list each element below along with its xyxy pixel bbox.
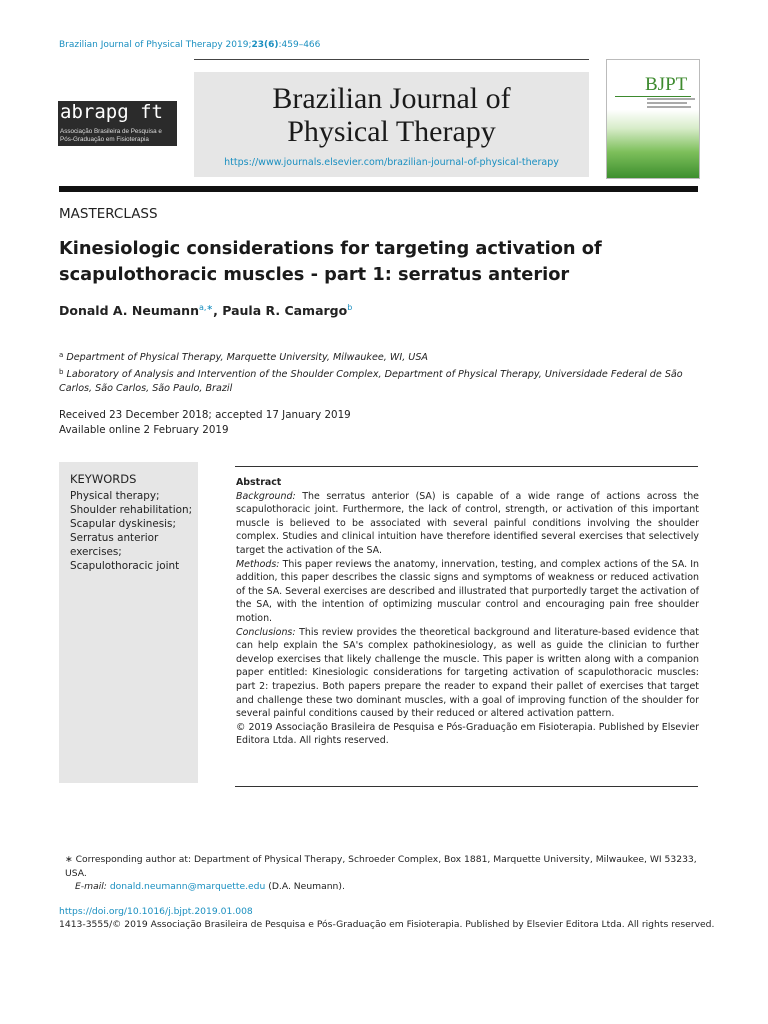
keywords-title: KEYWORDS xyxy=(70,472,137,486)
author-affiliation-mark[interactable]: b xyxy=(347,303,353,312)
journal-citation xyxy=(59,40,320,50)
background-label: Background: xyxy=(236,490,296,502)
article-title: Kinesiologic considerations for targeting activation of scapulothoracic muscles - part 1: serratus anterior xyxy=(59,238,602,285)
abstract-bottom-rule xyxy=(235,786,698,787)
abstract-copyright: © 2019 Associação Brasileira de Pesquisa e Pós-Graduação em Fisioterapia. Published by Elsevier Editora Ltda. All rights reserved. xyxy=(236,721,699,747)
issn-copyright: 1413-3555/© 2019 Associação Brasileira de Pesquisa e Pós-Graduação em Fisioterapia. Published by Elsevier Editora Ltda. All rights reserved. xyxy=(59,919,715,930)
cover-subtitle-mark xyxy=(647,102,687,104)
journal-title-line2: Physical Therapy xyxy=(287,115,496,148)
cover-subtitle-mark xyxy=(647,106,691,108)
keyword-item: Serratus anterior exercises; xyxy=(70,532,159,559)
email-line xyxy=(59,880,704,894)
corresponding-author-footnote xyxy=(59,853,704,894)
methods-text: This paper reviews the anatomy, innervation, testing, and complex actions of the SA. In addition, this paper describes the classic signs and symptoms of weakness or reduced activation of the SA. Several exercises are described and illustrated that purportedly target the activation of the SA, with the intention of optimizing muscular control and encouraging pain free shoulder motion. xyxy=(236,558,699,624)
header-divider xyxy=(59,186,698,192)
cover-subtitle-mark xyxy=(647,98,695,100)
abstract-conclusions xyxy=(236,626,699,721)
cover-title: BJPT xyxy=(645,74,688,95)
keyword-item: Physical therapy; xyxy=(70,490,160,502)
cover-rule xyxy=(615,96,691,97)
affiliation-mark: b xyxy=(59,368,64,376)
author-name: Donald A. Neumann xyxy=(59,303,199,318)
doi-link[interactable]: https://doi.org/10.1016/j.bjpt.2019.01.008 xyxy=(59,906,253,917)
citation-prefix: Brazilian Journal of Physical Therapy 2019; xyxy=(59,40,252,50)
keywords-list xyxy=(70,489,195,574)
available-online-date: Available online 2 February 2019 xyxy=(59,424,229,436)
society-logo xyxy=(58,101,177,146)
abstract-methods xyxy=(236,558,699,626)
citation-pages: :459–466 xyxy=(278,40,321,50)
affiliation-a xyxy=(59,348,704,365)
journal-title xyxy=(194,82,589,148)
affiliations xyxy=(59,348,704,396)
email-link[interactable]: donald.neumann@marquette.edu xyxy=(109,881,266,892)
abstract-background xyxy=(236,490,699,558)
journal-url-link[interactable]: https://www.journals.elsevier.com/brazilian-journal-of-physical-therapy xyxy=(224,157,559,168)
keywords-panel xyxy=(59,462,198,783)
journal-title-line1: Brazilian Journal of xyxy=(272,82,511,115)
article-dates xyxy=(59,408,351,438)
keyword-item: Shoulder rehabilitation; xyxy=(70,504,193,517)
logo-text: abrapg ft xyxy=(60,101,163,123)
logo-subtitle-line1: Associação Brasileira de Pesquisa e xyxy=(60,128,162,135)
keyword-item: Scapulothoracic joint xyxy=(70,560,180,573)
affiliation-text: Laboratory of Analysis and Intervention of the Shoulder Complex, Department of Physical Therapy, Universidade Federal de São Carlos, São Carlos, São Paulo, Brazil xyxy=(59,369,683,394)
background-text: The serratus anterior (SA) is capable of a wide range of actions across the scapulothoracic joint. Furthermore, the lack of control, strength, or activation of this important muscle is believed to be associated with several painful conditions involving the shoulder complex. Studies and clinical intuition have therefore identified several exercises that selectively target the activation of the SA. xyxy=(236,490,699,556)
author-affiliation-mark[interactable]: a,∗ xyxy=(198,303,214,312)
author-name: Paula R. Camargo xyxy=(222,303,348,318)
abstract xyxy=(236,476,699,748)
author-list: Donald A. Neumann$^{a,∗}$, Paula R. Camargo$^b$ xyxy=(59,303,353,318)
header-top-rule xyxy=(194,59,589,60)
abstract-heading: Abstract xyxy=(236,477,282,488)
email-suffix: (D.A. Neumann). xyxy=(265,881,345,892)
citation-volume: 23(6) xyxy=(251,40,279,50)
logo-subtitle-line2: Pós-Graduação em Fisioterapia xyxy=(60,136,149,143)
methods-label: Methods: xyxy=(236,558,280,570)
affiliation-mark: a xyxy=(59,351,64,359)
corresponding-author-text: ∗ Corresponding author at: Department of Physical Therapy, Schroeder Complex, Box 1881, Marquette University, Milwaukee, WI 53233, USA. xyxy=(65,854,697,879)
article-section-label: MASTERCLASS xyxy=(59,206,158,222)
logo-subtitle xyxy=(60,128,162,144)
email-label: E-mail: xyxy=(75,881,107,892)
abstract-top-rule xyxy=(235,466,698,467)
conclusions-label: Conclusions: xyxy=(236,626,296,638)
affiliation-text: Department of Physical Therapy, Marquette University, Milwaukee, WI, USA xyxy=(66,352,428,363)
conclusions-text: This review provides the theoretical background and literature-based evidence that can help explain the SA's complex pathokinesiology, as well as guide the clinician to further develop exercises that likely challenge the muscle. This paper is written along with a companion paper entitled: Kinesiologic considerations for targeting activation of scapulothoracic muscles: part 2: trapezius. Both papers prepare the reader to expand their pallet of exercises that target and challenge these two dominant muscles, with a goal of improving function of the shoulder for several painful conditions caused by their reduced or altered activation pattern. xyxy=(236,626,699,720)
received-date: Received 23 December 2018; accepted 17 January 2019 xyxy=(59,409,351,421)
keyword-item: Scapular dyskinesis; xyxy=(70,518,176,531)
affiliation-b xyxy=(59,365,704,396)
journal-cover-thumbnail xyxy=(606,59,700,179)
